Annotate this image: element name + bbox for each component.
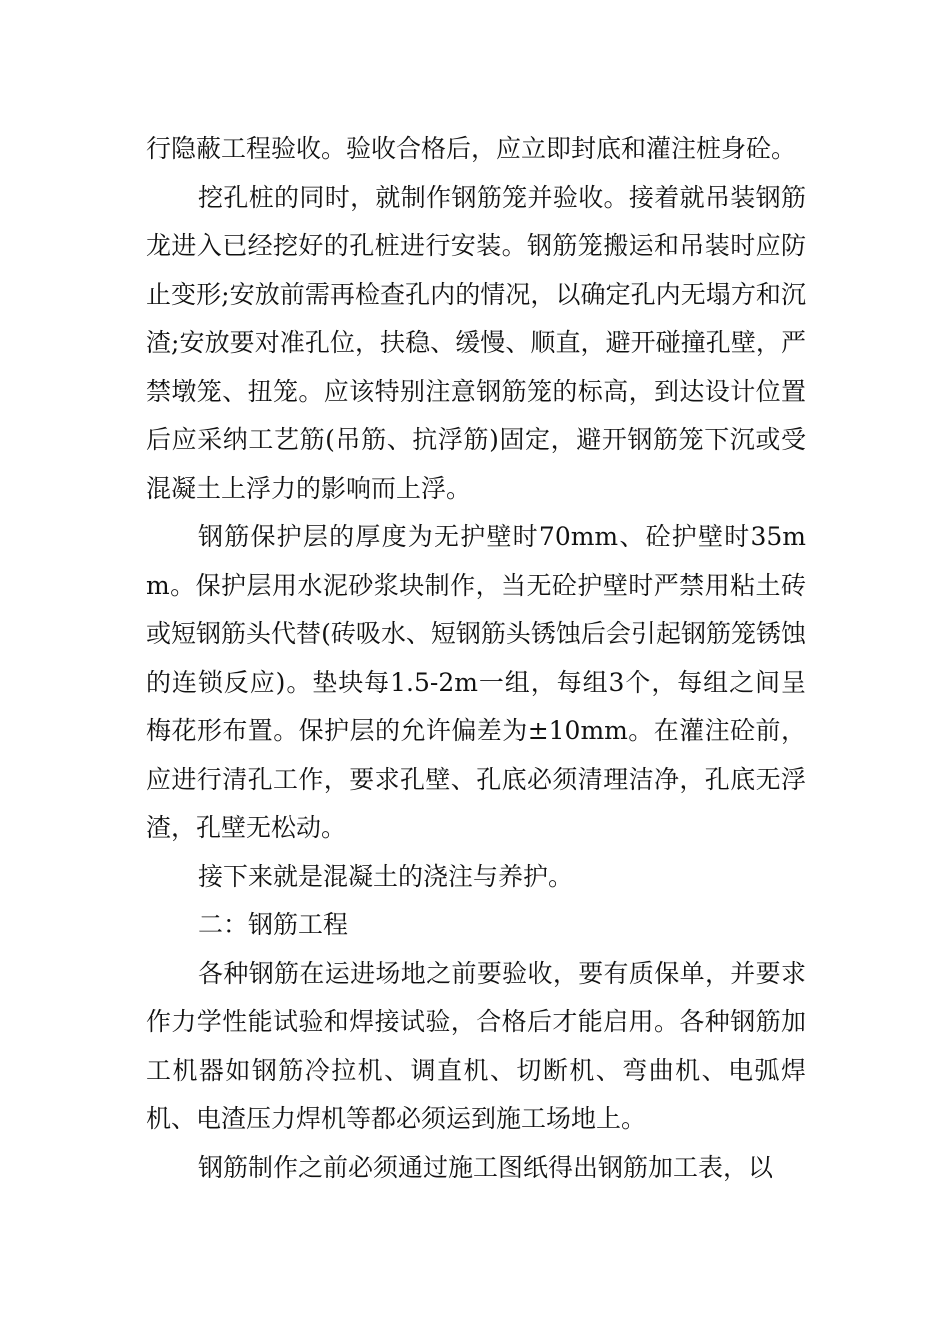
- paragraph-5: 各种钢筋在运进场地之前要验收，要有质保单，并要求作力学性能试验和焊接试验，合格后才能启用。各种钢筋加工机器如钢筋冷拉机、调直机、切断机、弯曲机、电弧焊机、电渣压力焊机等都必须运到施工场地上。: [146, 958, 806, 1133]
- section-heading-steel-work: 二：钢筋工程: [198, 910, 349, 939]
- paragraph-3: 钢筋保护层的厚度为无护壁时70mm、砼护壁时35mm。保护层用水泥砂浆块制作，当无砼护壁时严禁用粘土砖或短钢筋头代替(砖吸水、短钢筋头锈蚀后会引起钢筋笼锈蚀的连锁反应)。垫块每1.5-2m一组，每组3个，每组之间呈梅花形布置。保护层的允许偏差为±10mm。在灌注砼前，应进行清孔工作，要求孔壁、孔底必须清理洁净，孔底无浮渣，孔壁无松动。: [146, 522, 806, 842]
- paragraph-4: 接下来就是混凝土的浇注与养护。: [198, 861, 574, 891]
- paragraph-6: 钢筋制作之前必须通过施工图纸得出钢筋加工表，以: [198, 1152, 774, 1182]
- paragraph-1: 行隐蔽工程验收。验收合格后，应立即封底和灌注桩身砼。: [146, 134, 797, 163]
- document-page: [146, 125, 806, 1192]
- paragraph-2: 挖孔桩的同时，就制作钢筋笼并验收。接着就吊装钢筋龙进入已经挖好的孔桩进行安装。钢筋笼搬运和吊装时应防止变形;安放前需再检查孔内的情况，以确定孔内无塌方和沉渣;安放要对准孔位，扶稳、缓慢、顺直，避开碰撞孔壁，严禁墩笼、扭笼。应该特别注意钢筋笼的标高，到达设计位置后应采纳工艺筋(吊筋、抗浮筋)固定，避开钢筋笼下沉或受混凝土上浮力的影响而上浮。: [146, 182, 806, 503]
